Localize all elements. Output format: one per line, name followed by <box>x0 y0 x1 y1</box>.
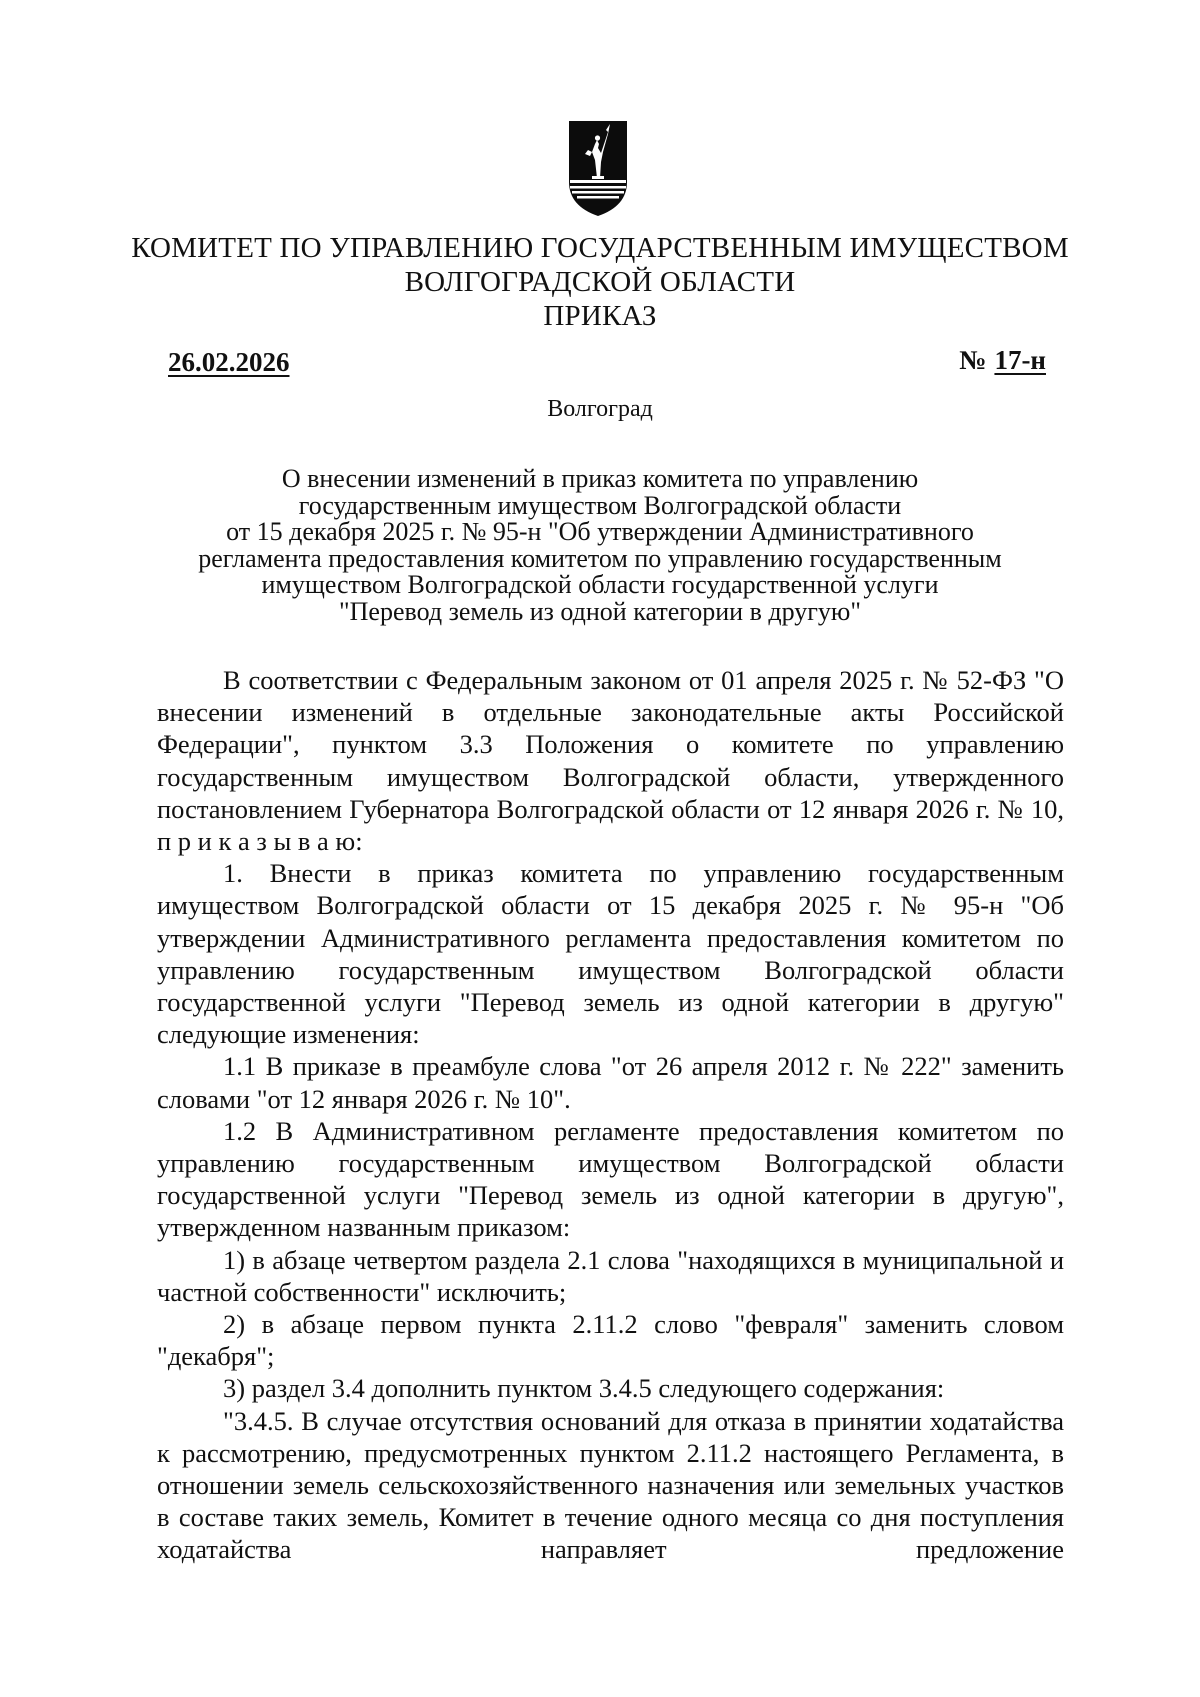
body-paragraph-subitem-2: 2) в абзаце первом пункта 2.11.2 слово "февраля" заменить словом "декабря"; <box>157 1309 1064 1372</box>
number-value: 17-н <box>994 345 1046 375</box>
body-paragraph-item-1: 1. Внести в приказ комитета по управлению государственным имуществом Волгоградской области от 15 декабря 2025 г. № 95-н "Об утверждении Административного регламента предоставления комитетом по управлению государственным имуществом Волгоградской области государственной услуги "Перевод земель из одной категории в другую" следующие изменения: <box>157 858 1064 1050</box>
body-paragraph-item-1-1: 1.1 В приказе в преамбуле слова "от 26 апреля 2012 г. № 222" заменить словами "от 12 января 2026 г. № 10". <box>157 1051 1064 1114</box>
organization-name-line2: ВОЛГОГРАДСКОЙ ОБЛАСТИ <box>404 266 796 298</box>
document-date <box>152 346 306 378</box>
date-value: 26.02.2026 <box>168 347 290 377</box>
title-line: от 15 декабря 2025 г. № 95-н "Об утверждении Административного <box>226 517 974 546</box>
title-line: "Перевод земель из одной категории в другую" <box>339 596 861 626</box>
title-line: государственным имуществом Волгоградской области <box>298 490 902 520</box>
document-type: ПРИКАЗ <box>543 300 657 332</box>
body-paragraph-preamble: В соответствии с Федеральным законом от 01 апреля 2025 г. № 52-ФЗ "О внесении изменений в отдельные законодательные акты Российской Федерации", пунктом 3.3 Положения о комитете по управлению государственным имуществом Волгоградской области, утвержденного постановлением Губернатора Волгоградской области от 12 января 2026 г. № 10, п р и к а з ы в а ю: <box>157 665 1064 857</box>
body-paragraph-subitem-3: 3) раздел 3.4 дополнить пунктом 3.4.5 следующего содержания: <box>223 1373 945 1404</box>
city: Волгоград <box>547 396 653 422</box>
body-paragraph-subitem-1: 1) в абзаце четвертом раздела 2.1 слова "находящихся в муниципальной и частной собственности" исключить; <box>157 1244 1064 1307</box>
document-title <box>150 466 1050 625</box>
title-line: О внесении изменений в приказ комитета по управлению <box>281 464 919 493</box>
coat-of-arms-emblem <box>568 120 628 218</box>
document-body <box>157 664 1064 1566</box>
title-line: имуществом Волгоградской области государственной услуги <box>261 570 939 599</box>
organization-name-line1: КОМИТЕТ ПО УПРАВЛЕНИЮ ГОСУДАРСТВЕННЫМ ИМУЩЕСТВОМ <box>131 232 1069 264</box>
number-sign: № <box>959 345 987 375</box>
body-paragraph-3-4-5: "3.4.5. В случае отсутствия оснований для отказа в принятии ходатайства к рассмотрению, предусмотренных пунктом 2.11.2 настоящего Регламента, в отношении земель сельскохозяйственного назначения или земельных участков в составе таких земель, Комитет в течение одного месяца со дня поступления ходатайства направляет предложение <box>157 1405 1064 1565</box>
body-paragraph-item-1-2: 1.2 В Административном регламенте предоставления комитетом по управлению государственным имуществом Волгоградской области государственной услуги "Перевод земель из одной категории в другую", утвержденном названным приказом: <box>157 1115 1064 1243</box>
title-line: регламента предоставления комитетом по управлению государственным <box>198 543 1002 573</box>
document-number <box>959 344 1050 376</box>
